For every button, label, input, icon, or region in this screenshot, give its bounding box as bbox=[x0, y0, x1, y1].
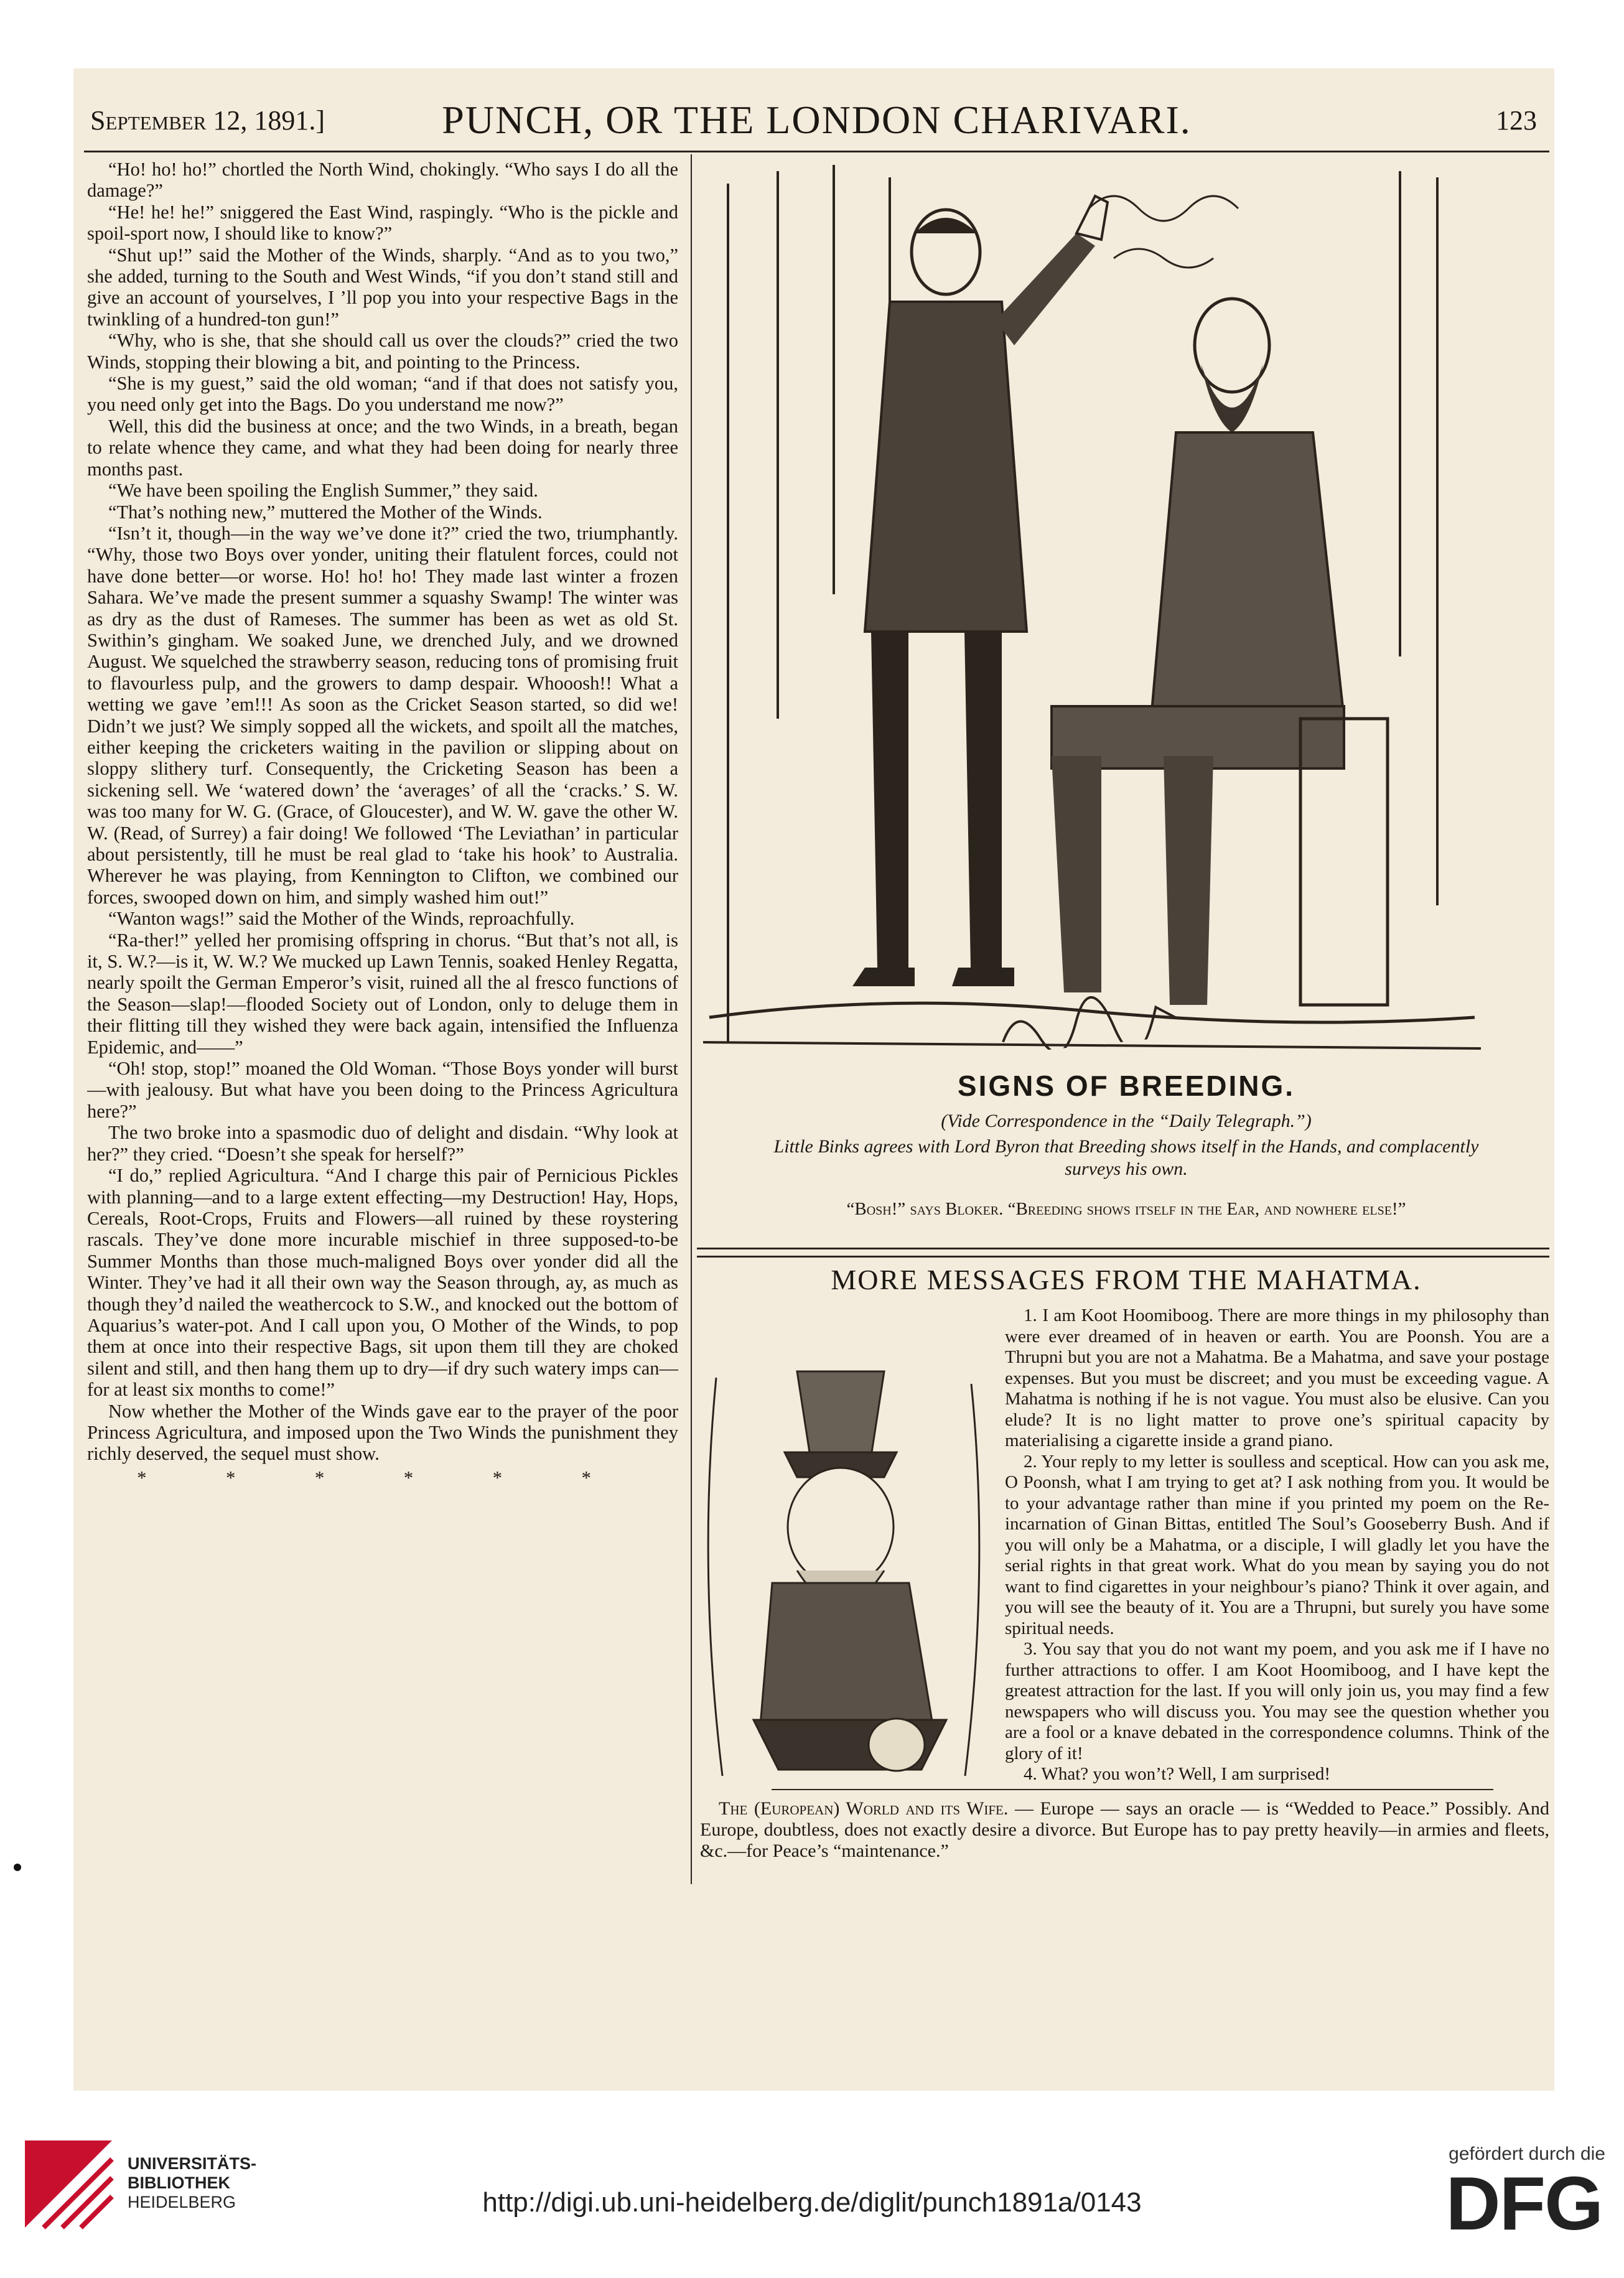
story-paragraph: The two broke into a spasmodic duo of delight and disdain. “Why look at her?” they cried. “Doesn’t she speak for herself?” bbox=[87, 1122, 678, 1165]
scan-margin-dot bbox=[14, 1864, 21, 1871]
column-divider bbox=[691, 154, 692, 1884]
story-paragraph: “I do,” replied Agricultura. “And I charge this pair of Pernicious Pickles with planning—and to a large extent effecting—my Destruction! Hay, Hops, Cereals, Root-Crops, Fruits and Flowers—all ruined by these roystering rascals. They’ve done more incurable mischief in three supposed-to-be Summer Months than those much-maligned Boys over yonder did all the Winter. They’ve had it all their own way the Season through, ay, as much as though they’d nailed the weathercock to S.W., and knocked out the bottom of Aquarius’s water-pot. And I call upon you, O Mother of the Winds, to pop them at once into their respective Bags, sit upon them till they are choked silent and still, and then hang them up to dry—if dry such watery imps can—for at least six months to come!” bbox=[87, 1165, 678, 1401]
mahatma-paragraph: 3. You say that you do not want my poem, and you ask me if I have no further attractions to offer. I am Koot Hoomiboog, and I have kept the greatest attraction for the last. If you will only join us, you may find a few newspapers who will discuss you. You may see the question whether you are a fool or a knave debated in the correspondence columns. Think of the glory of it! bbox=[1005, 1639, 1549, 1763]
story-paragraph: “Ho! ho! ho!” chortled the North Wind, chokingly. “Who says I do all the damage?” bbox=[87, 159, 678, 202]
page-number: 123 bbox=[1496, 105, 1537, 136]
institution-line: BIBLIOTHEK bbox=[128, 2173, 230, 2192]
section-stars: * * * * * * bbox=[137, 1467, 628, 1488]
mahatma-illustration bbox=[700, 1347, 990, 1785]
section-divider bbox=[697, 1248, 1549, 1258]
story-paragraph: “Ra-ther!” yelled her promising offspring in chorus. “But that’s not all, is it, S. W.?—is it, W. W.? We mucked up Lawn Tennis, soaked Henley Regatta, nearly spoilt the German Emperor’s visit, ruined all the al fresco functions of the Season—slap!—flooded Society out of London, only to deluge them in their flitting till they wished they were back again, intensified the Influenza Epidemic, and——” bbox=[87, 929, 678, 1058]
institution-line: UNIVERSITÄTS- bbox=[128, 2154, 257, 2173]
funding-label: gefördert durch die bbox=[1449, 2144, 1605, 2164]
story-paragraph: “He! he! he!” sniggered the East Wind, raspingly. “Who is the pickle and spoil-sport now, I should like to know?” bbox=[87, 201, 678, 245]
story-paragraph: “Why, who is she, that she should call us over the clouds?” cried the two Winds, stopping their blowing a bit, and pointing to the Princess. bbox=[87, 330, 678, 373]
europe-note-text: — Europe — says an oracle — is “Wedded to Peace.” Possibly. And Europe, doubtless, does not exactly desire a divorce. But Europe has to pay pretty heavily—in armies and fleets, &c.—for Peace’s “maintenance.” bbox=[700, 1798, 1549, 1861]
mahatma-paragraph: 1. I am Koot Hoomiboog. There are more things in my philosophy than were ever dreamed of in heaven or earth. You are Poonsh. You are a Thrupni but you are not a Mahatma. Be a Mahatma, and save your postage expenses. But you must be discreet; and you must be exceeding vague. A Mahatma is nothing if he is not vague. You must also be elusive. Can you elude? It is no light matter to prove one’s spiritual capacity by materialising a cigarette inside a grand piano. bbox=[1005, 1305, 1549, 1450]
source-url-link[interactable]: http://digi.ub.uni-heidelberg.de/diglit/punch1891a/0143 bbox=[482, 2187, 1142, 2218]
smoke-lines bbox=[1089, 196, 1238, 268]
story-paragraph: “Isn’t it, though—in the way we’ve done it?” cried the two, triumphantly. “Why, those two Boys over yonder, uniting their flatulent forces, could not have done better—or worse. Ho! ho! ho! They made last winter a frozen Sahara. We’ve made the present summer a squashy Swamp! The winter was as dry as the dust of Rameses. The summer has been as wet as old St. Swithin’s gingham. We soaked June, we drenched July, and we drowned August. We squelched the strawberry season, reducing tons of promising fruit to flavourless pulp, and the growers to damp despair. Whooosh!! What a wetting we gave ’em!!! As soon as the Cricket Season started, so did we! Didn’t we just? We simply sopped all the wickets, and spoilt all the matches, either keeping the cricketers waiting in the pavilion or slipping about on sloppy slithery turf. Consequently, the Cricketing Season has been a sickening sell. We ‘watered down’ the ‘averages’ of all the ‘cracks.’ S. W. was too many for W. G. (Grace, of Gloucester), and W. W. gave the other W. W. (Read, of Surrey) a fair doing! We followed ‘The Leviathan’ in particular about persistently, till he must be real glad to ‘take his hook’ to Australia. Wherever he was playing, from Kennington to Clifton, we combined our forces, swooped down on him, and simply washed him out!” bbox=[87, 522, 678, 908]
story-paragraph: “Shut up!” said the Mother of the Winds, sharply. “And as to you two,” she added, turning to the South and West Winds, “if you don’t stand still and give an account of yourselves, I ’ll pop you into your respective Bags in the twinkling of a hundred-ton gun!” bbox=[87, 244, 678, 330]
mahatma-heading: MORE MESSAGES FROM THE MAHATMA. bbox=[831, 1264, 1422, 1295]
short-divider bbox=[772, 1789, 1493, 1790]
story-column bbox=[87, 159, 678, 1876]
story-paragraph: Well, this did the business at once; and the two Winds, in a breath, began to relate whence they came, and what they had been doing for nearly three months past. bbox=[87, 415, 678, 480]
seated-bearded-man-figure bbox=[1052, 299, 1388, 1005]
story-paragraph: “Oh! stop, stop!” moaned the Old Woman. “Those Boys yonder will burst—with jealousy. But what have you been doing to the Princess Agricultura here?” bbox=[87, 1058, 678, 1122]
cartoon-illustration bbox=[703, 159, 1481, 1061]
europe-note bbox=[700, 1798, 1549, 1862]
cartoon-reference: (Vide Correspondence in the “Daily Telegraph.”) bbox=[941, 1111, 1312, 1131]
story-paragraph: “Wanton wags!” said the Mother of the Winds, reproachfully. bbox=[108, 908, 575, 930]
page-header bbox=[84, 93, 1549, 152]
dfg-logo: DFG bbox=[1445, 2161, 1602, 2246]
story-paragraph: Now whether the Mother of the Winds gave ear to the prayer of the poor Princess Agricultura, and imposed upon the Two Winds the punishment they richly deserved, the sequel must show. bbox=[87, 1400, 678, 1465]
cartoon-subcaption: Little Binks agrees with Lord Byron that Breeding shows itself in the Hands, and complacently surveys his own. bbox=[773, 1136, 1479, 1179]
publication-title: PUNCH, OR THE LONDON CHARIVARI. bbox=[442, 98, 1192, 142]
mahatma-article bbox=[700, 1305, 1549, 1785]
mahatma-paragraph: 2. Your reply to my letter is soulless and sceptical. How can you ask me, O Poonsh, what I am trying to get at? I ask nothing from you. It would be to your advantage rather than mine if you printed my poem on the Re-incarnation of Ginan Bittas, entitled The Soul’s Gooseberry Bush. And if you will only be a Mahatma, or a disciple, I will gladly let you have the serial rights in that great work. What do you mean by saying you do not want to find cigarettes in your neighbour’s piano? Think it over again, and you will see the beauty of it. You are a Thrupni, but surely you have some spiritual needs. bbox=[1005, 1451, 1549, 1638]
institution-line: HEIDELBERG bbox=[128, 2193, 236, 2211]
europe-note-lead: The (European) World and its Wife. bbox=[719, 1798, 1009, 1819]
issue-date: September 12, 1891.] bbox=[90, 105, 325, 136]
story-paragraph: “We have been spoiling the English Summer,” they said. bbox=[108, 480, 538, 502]
story-paragraph: “She is my guest,” said the old woman; “and if that does not satisfy you, you need only get into the Bags. Do you understand me now?” bbox=[87, 373, 678, 416]
university-library-logo-icon bbox=[19, 2134, 118, 2234]
cartoon-title: SIGNS OF BREEDING. bbox=[957, 1070, 1295, 1102]
story-paragraph: “That’s nothing new,” muttered the Mother of the Winds. bbox=[108, 501, 543, 523]
cartoon-quote: “Bosh!” says Bloker. “Breeding shows itself in the Ear, and nowhere else!” bbox=[846, 1199, 1406, 1219]
mahatma-paragraph: 4. What? you won’t? Well, I am surprised! bbox=[1024, 1764, 1330, 1784]
